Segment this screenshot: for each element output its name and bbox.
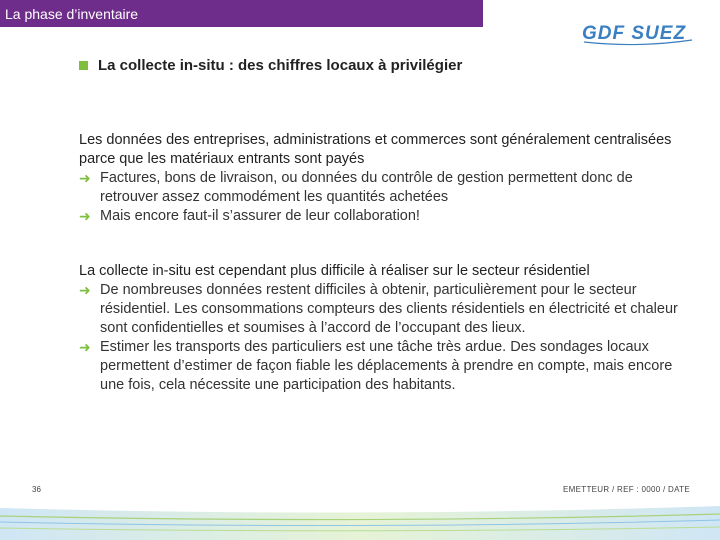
section-subtitle <box>79 57 462 74</box>
section-1 <box>79 131 694 226</box>
gdf-suez-logo <box>582 20 694 46</box>
section-2 <box>79 262 694 395</box>
right-arrow-icon: ➜ <box>79 282 91 298</box>
right-arrow-icon: ➜ <box>79 339 91 355</box>
bullet-text: De nombreuses données restent difficiles à obtenir, particulièrement pour le secteur résidentiel. Les consommations compteurs des clients résidentiels en électricité et chaleur sont confidentielles et soumises à l’accord de l’occupant des lieux. <box>100 282 678 336</box>
right-arrow-icon: ➜ <box>79 170 91 186</box>
logo-text: GDF SUEZ <box>582 23 687 44</box>
title-bar <box>0 0 483 27</box>
decorative-wave-band <box>0 502 720 540</box>
green-square-icon <box>79 61 88 70</box>
bullet-text: Factures, bons de livraison, ou données du contrôle de gestion permettent donc de retrouver assez commodément les quantités achetées <box>100 170 633 205</box>
bullet-item <box>79 281 694 338</box>
bullet-text: Estimer les transports des particuliers est une tâche très ardue. Des sondages locaux permettent d’estimer de façon fiable les déplacements à prendre en compte, mais encore une fois, cela nécessite une participation des habitants. <box>100 339 673 393</box>
subtitle-text: La collecte in-situ : des chiffres locaux à privilégier <box>98 57 463 74</box>
bullet-text: Mais encore faut-il s’assurer de leur collaboration! <box>100 208 420 224</box>
bullet-item <box>79 207 694 226</box>
section-1-heading: Les données des entreprises, administrations et commerces sont généralement centralisées parce que les matériaux entrants sont payés <box>79 132 672 167</box>
bullet-item <box>79 169 694 207</box>
section-2-heading: La collecte in-situ est cependant plus difficile à réaliser sur le secteur résidentiel <box>79 263 590 279</box>
page-number: 36 <box>32 485 41 494</box>
bullet-item <box>79 338 694 395</box>
slide-title: La phase d’inventaire <box>5 6 139 22</box>
emitter-reference: EMETTEUR / REF : 0000 / DATE <box>563 485 690 494</box>
right-arrow-icon: ➜ <box>79 208 91 224</box>
